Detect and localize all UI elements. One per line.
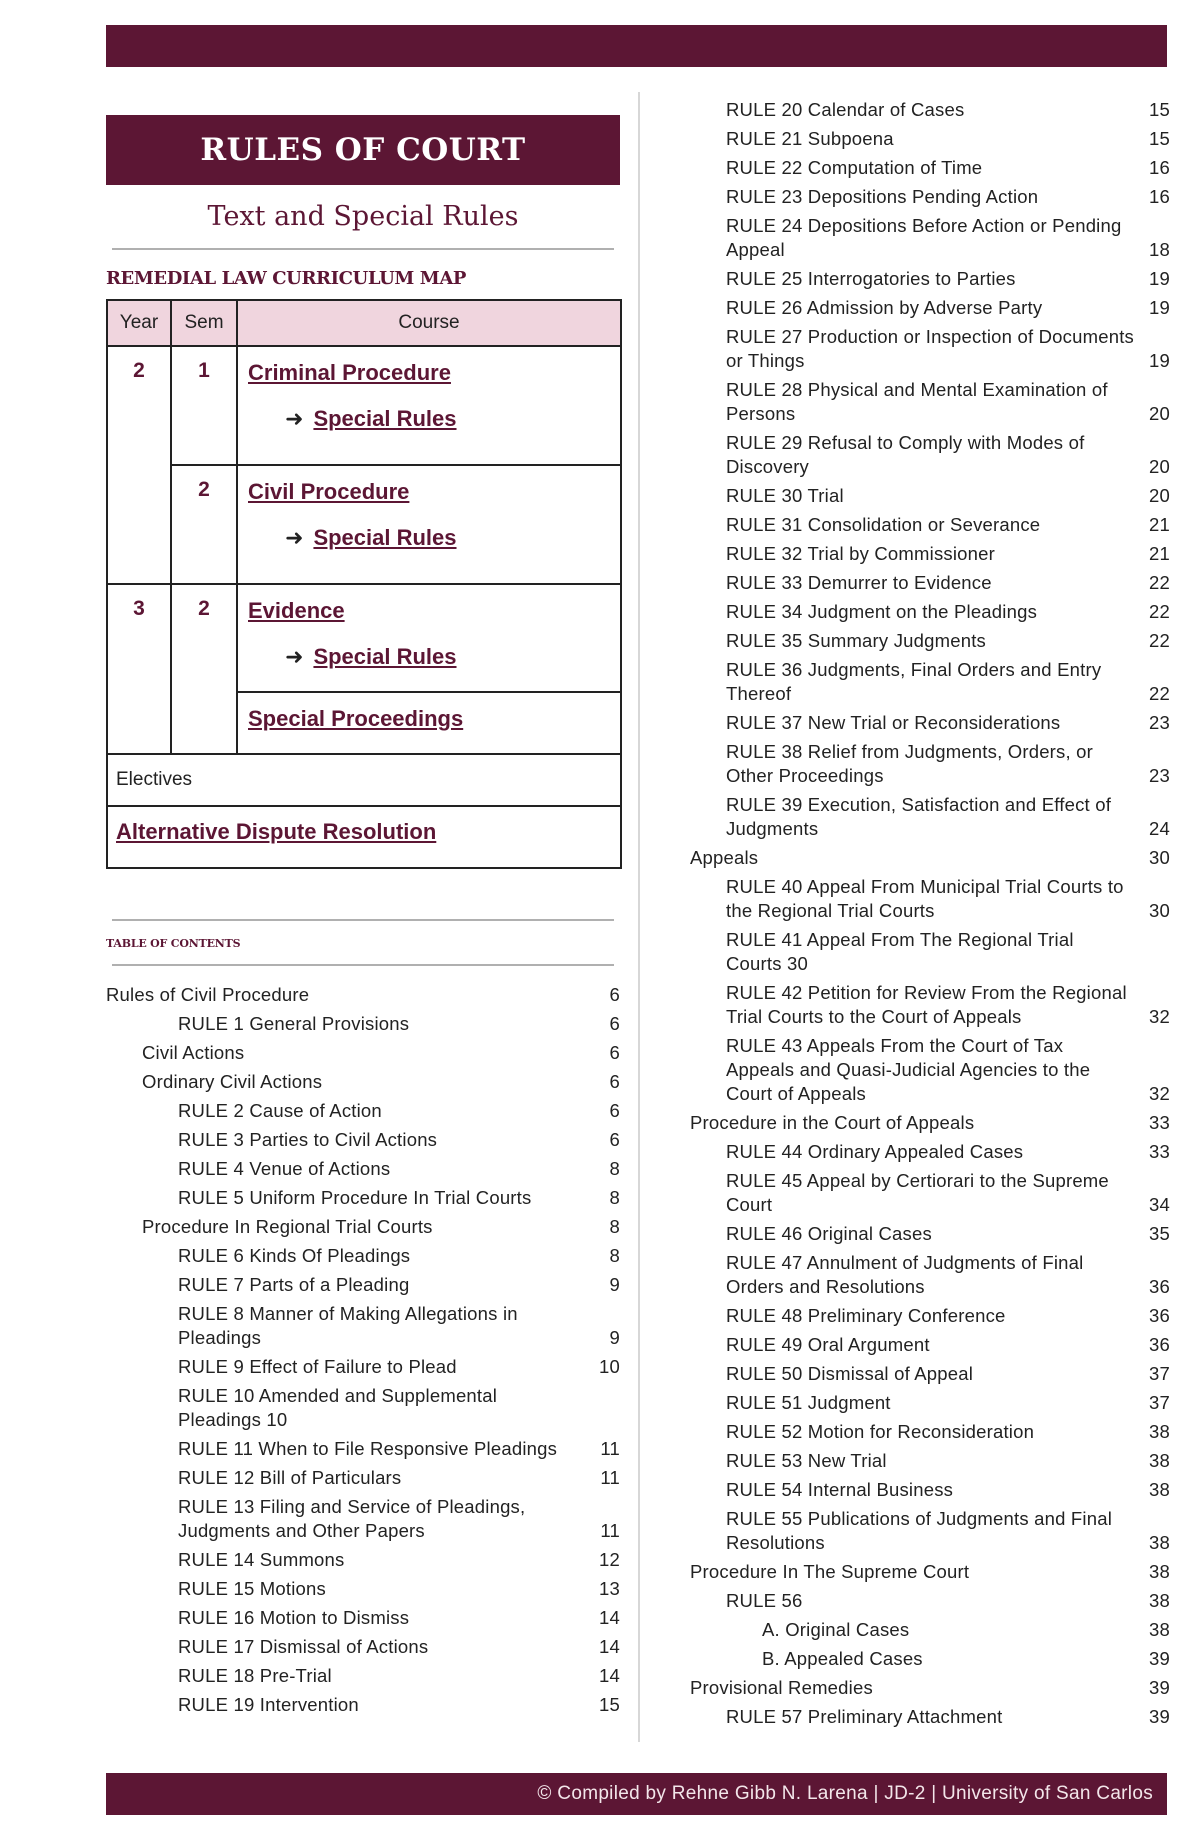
toc-entry-title: RULE 6 Kinds Of Pleadings [178, 1245, 411, 1266]
link-evidence-special-rules[interactable] [239, 624, 619, 690]
toc-entry-page: 14 [599, 1636, 620, 1657]
toc-entry[interactable] [690, 1304, 1170, 1328]
toc-entry[interactable] [106, 1041, 620, 1065]
toc-entry-page: 6 [609, 1071, 620, 1092]
toc-entry[interactable] [690, 542, 1170, 566]
toc-entry[interactable] [690, 378, 1170, 426]
toc-entry-page: 33 [1149, 1112, 1170, 1133]
footer-credit: © Compiled by Rehne Gibb N. Larena | JD-2 | University of San Carlos [537, 1783, 1153, 1804]
toc-entry-title: A. Original Cases [762, 1619, 910, 1640]
toc-entry[interactable] [690, 1589, 1170, 1613]
toc-entry-title: RULE 13 Filing and Service of Pleadings, Judgments and Other Papers [178, 1496, 526, 1541]
course-cell [237, 692, 621, 754]
toc-entry-title: RULE 39 Execution, Satisfaction and Effect of Judgments [726, 794, 1112, 839]
adr-cell [107, 806, 621, 868]
toc-entry-title: RULE 1 General Provisions [178, 1013, 410, 1034]
toc-entry[interactable] [690, 98, 1170, 122]
toc-entry-page: 8 [609, 1245, 620, 1266]
toc-entry-page: 8 [609, 1158, 620, 1179]
footer-banner [106, 1773, 1167, 1815]
toc-entry[interactable] [690, 1647, 1170, 1671]
toc-entry-page: 30 [1149, 900, 1170, 921]
toc-entry[interactable] [106, 1466, 620, 1490]
toc-entry-title: RULE 12 Bill of Particulars [178, 1467, 402, 1488]
divider [112, 248, 614, 250]
toc-entry-title: RULE 46 Original Cases [726, 1223, 932, 1244]
toc-entry-page: 23 [1149, 712, 1170, 733]
toc-entry-title: RULE 4 Venue of Actions [178, 1158, 391, 1179]
toc-entry-title: RULE 22 Computation of Time [726, 157, 983, 178]
toc-entry-title: RULE 23 Depositions Pending Action [726, 186, 1039, 207]
toc-entry-title: RULE 52 Motion for Reconsideration [726, 1421, 1035, 1442]
column-header-sem: Sem [171, 300, 237, 346]
course-cell [237, 465, 621, 584]
toc-entry[interactable] [106, 1186, 620, 1210]
year-cell: 2 [107, 346, 171, 584]
toc-entry[interactable] [106, 1548, 620, 1572]
toc-entry[interactable] [106, 1635, 620, 1659]
toc-entry[interactable] [690, 513, 1170, 537]
toc-entry-page: 11 [600, 1467, 620, 1488]
toc-entry-page: 21 [1149, 543, 1170, 564]
toc-entry-page: 9 [609, 1274, 620, 1295]
toc-entry-title: RULE 31 Consolidation or Severance [726, 514, 1041, 535]
toc-entry-page: 39 [1149, 1706, 1170, 1727]
toc-entry[interactable] [106, 1355, 620, 1379]
toc-entry[interactable] [690, 740, 1170, 788]
toc-entry[interactable] [690, 658, 1170, 706]
toc-entry-title: RULE 9 Effect of Failure to Plead [178, 1356, 457, 1377]
toc-entry[interactable] [106, 1384, 620, 1432]
toc-entry[interactable] [690, 484, 1170, 508]
toc-entry[interactable] [690, 1222, 1170, 1246]
link-criminal-special-rules[interactable] [239, 386, 619, 452]
divider [112, 964, 614, 966]
toc-entry-page: 14 [599, 1665, 620, 1686]
toc-entry[interactable] [690, 875, 1170, 923]
toc-entry-page: 39 [1149, 1648, 1170, 1669]
toc-entry[interactable] [690, 431, 1170, 479]
toc-entry-page: 10 [599, 1356, 620, 1377]
toc-entry-title: Provisional Remedies [690, 1677, 873, 1698]
toc-entry-page: 11 [600, 1520, 620, 1541]
toc-entry-page: 15 [1149, 128, 1170, 149]
toc-heading: TABLE OF CONTENTS [106, 937, 241, 950]
toc-entry-title: RULE 36 Judgments, Final Orders and Entry Thereof [726, 659, 1102, 704]
toc-entry-title: RULE 28 Physical and Mental Examination of Persons [726, 379, 1108, 424]
toc-entry[interactable] [690, 928, 1170, 976]
toc-entry[interactable] [690, 1449, 1170, 1473]
toc-entry-title: RULE 54 Internal Business [726, 1479, 954, 1500]
toc-entry-page: 20 [1149, 485, 1170, 506]
toc-entry[interactable] [690, 1034, 1170, 1106]
toc-entry-page: 13 [599, 1578, 620, 1599]
toc-entry-title: Civil Actions [142, 1042, 245, 1063]
link-special-proceedings[interactable]: Special Proceedings [248, 706, 464, 731]
toc-entry[interactable] [690, 1140, 1170, 1164]
link-label: Special Rules [313, 406, 457, 431]
toc-entry-page: 12 [599, 1549, 620, 1570]
toc-entry-page: 22 [1149, 572, 1170, 593]
curriculum-table [106, 299, 622, 869]
toc-entry-title: RULE 45 Appeal by Certiorari to the Supreme Court [726, 1170, 1109, 1215]
curriculum-heading: REMEDIAL LAW CURRICULUM MAP [106, 268, 467, 289]
toc-right-list [690, 98, 1170, 1734]
toc-entry[interactable] [690, 296, 1170, 320]
toc-entry[interactable] [690, 1478, 1170, 1502]
toc-entry-title: B. Appealed Cases [762, 1648, 923, 1669]
toc-entry-title: Ordinary Civil Actions [142, 1071, 323, 1092]
toc-entry-title: RULE 3 Parties to Civil Actions [178, 1129, 438, 1150]
toc-entry-page: 22 [1149, 601, 1170, 622]
toc-entry-page: 36 [1149, 1276, 1170, 1297]
toc-entry-title: Rules of Civil Procedure [106, 984, 310, 1005]
toc-entry-title: RULE 43 Appeals From the Court of Tax Appeals and Quasi-Judicial Agencies to the Court of Appeals [726, 1035, 1091, 1104]
toc-entry-title: RULE 27 Production or Inspection of Documents or Things [726, 326, 1134, 371]
toc-entry-page: 18 [1149, 239, 1170, 260]
toc-entry-title: RULE 48 Preliminary Conference [726, 1305, 1006, 1326]
toc-entry-page: 38 [1149, 1479, 1170, 1500]
electives-label: Electives [107, 754, 621, 806]
toc-entry-page: 35 [1149, 1223, 1170, 1244]
toc-entry-title: RULE 8 Manner of Making Allegations in Pleadings [178, 1303, 518, 1348]
toc-entry-page: 37 [1149, 1363, 1170, 1384]
toc-entry[interactable] [106, 1215, 620, 1239]
toc-entry[interactable] [106, 1128, 620, 1152]
toc-entry[interactable] [690, 185, 1170, 209]
toc-entry[interactable] [690, 1111, 1170, 1135]
toc-entry[interactable] [690, 1618, 1170, 1642]
toc-entry-title: RULE 41 Appeal From The Regional Trial Courts 30 [726, 929, 1074, 974]
toc-entry-page: 32 [1149, 1083, 1170, 1104]
toc-entry[interactable] [690, 1420, 1170, 1444]
toc-entry-title: RULE 10 Amended and Supplemental Pleadings 10 [178, 1385, 498, 1430]
link-civil-special-rules[interactable] [239, 505, 619, 571]
toc-entry-title: RULE 40 Appeal From Municipal Trial Courts to the Regional Trial Courts [726, 876, 1124, 921]
toc-entry-title: RULE 18 Pre-Trial [178, 1665, 332, 1686]
toc-entry[interactable] [106, 1664, 620, 1688]
toc-entry-title: RULE 19 Intervention [178, 1694, 359, 1715]
toc-entry-title: Procedure in the Court of Appeals [690, 1112, 975, 1133]
link-label: Special Rules [313, 525, 457, 550]
sem-cell: 2 [171, 465, 237, 584]
toc-entry-title: RULE 35 Summary Judgments [726, 630, 986, 651]
toc-entry-page: 16 [1149, 157, 1170, 178]
toc-entry-title: RULE 38 Relief from Judgments, Orders, or Other Proceedings [726, 741, 1094, 786]
toc-entry-page: 32 [1149, 1006, 1170, 1027]
toc-entry-page: 38 [1149, 1450, 1170, 1471]
toc-entry[interactable] [690, 1676, 1170, 1700]
toc-entry-title: RULE 42 Petition for Review From the Regional Trial Courts to the Court of Appeals [726, 982, 1127, 1027]
toc-entry-page: 34 [1149, 1194, 1170, 1215]
toc-entry-title: RULE 11 When to File Responsive Pleadings [178, 1438, 558, 1459]
toc-entry-title: RULE 53 New Trial [726, 1450, 887, 1471]
toc-entry-page: 15 [599, 1694, 620, 1715]
toc-entry[interactable] [690, 127, 1170, 151]
column-divider [638, 92, 640, 1742]
toc-entry[interactable] [106, 1273, 620, 1297]
link-civil-procedure[interactable]: Civil Procedure [248, 479, 410, 504]
toc-entry-page: 6 [609, 1100, 620, 1121]
toc-entry-title: RULE 25 Interrogatories to Parties [726, 268, 1016, 289]
toc-entry[interactable] [690, 325, 1170, 373]
course-cell [237, 584, 621, 692]
toc-entry[interactable] [690, 1251, 1170, 1299]
toc-entry-page: 14 [599, 1607, 620, 1628]
table-row [107, 806, 621, 868]
toc-entry-title: RULE 7 Parts of a Pleading [178, 1274, 410, 1295]
toc-entry-title: RULE 34 Judgment on the Pleadings [726, 601, 1038, 622]
toc-entry-page: 6 [609, 1013, 620, 1034]
year-cell: 3 [107, 584, 171, 754]
table-row [107, 465, 621, 584]
toc-entry-title: RULE 56 [726, 1590, 803, 1611]
toc-entry[interactable] [690, 571, 1170, 595]
toc-entry-page: 38 [1149, 1619, 1170, 1640]
toc-entry-title: Appeals [690, 847, 759, 868]
arrow-right-icon: ➜ [285, 406, 304, 431]
left-column [106, 115, 620, 966]
toc-entry[interactable] [690, 1507, 1170, 1555]
page-subtitle: Text and Special Rules [207, 201, 519, 232]
toc-entry[interactable] [690, 711, 1170, 735]
toc-entry[interactable] [106, 1070, 620, 1094]
toc-entry-title: RULE 17 Dismissal of Actions [178, 1636, 429, 1657]
toc-entry[interactable] [690, 1362, 1170, 1386]
top-banner [106, 25, 1167, 67]
toc-entry[interactable] [690, 1391, 1170, 1415]
toc-entry-page: 20 [1149, 403, 1170, 424]
toc-entry[interactable] [106, 1606, 620, 1630]
toc-entry-page: 38 [1149, 1590, 1170, 1611]
column-header-year: Year [107, 300, 171, 346]
sem-cell: 1 [171, 346, 237, 465]
toc-entry-title: RULE 24 Depositions Before Action or Pending Appeal [726, 215, 1122, 260]
toc-entry-page: 6 [609, 1042, 620, 1063]
toc-entry[interactable] [106, 1693, 620, 1717]
course-cell [237, 346, 621, 465]
toc-entry-title: RULE 16 Motion to Dismiss [178, 1607, 410, 1628]
toc-entry-title: RULE 32 Trial by Commissioner [726, 543, 995, 564]
toc-entry[interactable] [690, 600, 1170, 624]
toc-entry-title: RULE 37 New Trial or Reconsiderations [726, 712, 1061, 733]
divider [112, 919, 614, 921]
toc-entry-page: 23 [1149, 765, 1170, 786]
link-criminal-procedure[interactable]: Criminal Procedure [248, 360, 451, 385]
toc-entry-page: 24 [1149, 818, 1170, 839]
table-row [107, 346, 621, 465]
toc-entry[interactable] [690, 846, 1170, 870]
toc-entry-page: 30 [1149, 847, 1170, 868]
toc-entry[interactable] [106, 1012, 620, 1036]
toc-entry-page: 38 [1149, 1561, 1170, 1582]
toc-entry-page: 33 [1149, 1141, 1170, 1162]
toc-entry[interactable] [106, 1577, 620, 1601]
toc-entry-title: RULE 44 Ordinary Appealed Cases [726, 1141, 1024, 1162]
toc-entry-title: RULE 57 Preliminary Attachment [726, 1706, 1003, 1727]
table-row [107, 754, 621, 806]
link-alternative-dispute-resolution[interactable]: Alternative Dispute Resolution [116, 819, 437, 844]
toc-entry-title: RULE 30 Trial [726, 485, 844, 506]
toc-entry[interactable] [106, 1495, 620, 1543]
arrow-right-icon: ➜ [285, 525, 304, 550]
toc-entry-page: 9 [609, 1327, 620, 1348]
toc-entry-page: 19 [1149, 350, 1170, 371]
toc-entry[interactable] [106, 1244, 620, 1268]
toc-entry-title: RULE 51 Judgment [726, 1392, 891, 1413]
toc-entry-title: RULE 14 Summons [178, 1549, 345, 1570]
toc-entry[interactable] [106, 1099, 620, 1123]
page-title: RULES OF COURT [200, 132, 526, 168]
toc-entry-page: 39 [1149, 1677, 1170, 1698]
toc-entry-page: 22 [1149, 683, 1170, 704]
toc-entry-page: 20 [1149, 456, 1170, 477]
toc-entry-title: Procedure In Regional Trial Courts [142, 1216, 433, 1237]
toc-entry-page: 15 [1149, 99, 1170, 120]
toc-entry-title: RULE 49 Oral Argument [726, 1334, 930, 1355]
table-header-row [107, 300, 621, 346]
toc-entry-page: 6 [609, 984, 620, 1005]
toc-entry[interactable] [690, 156, 1170, 180]
link-label: Special Rules [313, 644, 457, 669]
toc-entry-page: 11 [600, 1438, 620, 1459]
sem-cell: 2 [171, 584, 237, 754]
toc-entry-page: 6 [609, 1129, 620, 1150]
toc-entry-title: RULE 55 Publications of Judgments and Final Resolutions [726, 1508, 1113, 1553]
toc-entry-title: RULE 2 Cause of Action [178, 1100, 382, 1121]
toc-entry[interactable] [106, 1437, 620, 1461]
table-row [107, 584, 621, 692]
toc-entry-page: 8 [609, 1187, 620, 1208]
toc-left-list [106, 983, 620, 1722]
toc-entry[interactable] [690, 793, 1170, 841]
column-header-course: Course [237, 300, 621, 346]
arrow-right-icon: ➜ [285, 644, 304, 669]
toc-entry-page: 21 [1149, 514, 1170, 535]
toc-entry-page: 36 [1149, 1305, 1170, 1326]
toc-entry[interactable] [106, 1302, 620, 1350]
toc-entry-title: RULE 47 Annulment of Judgments of Final Orders and Resolutions [726, 1252, 1084, 1297]
toc-entry-title: RULE 29 Refusal to Comply with Modes of Discovery [726, 432, 1085, 477]
toc-entry-page: 36 [1149, 1334, 1170, 1355]
toc-entry-page: 37 [1149, 1392, 1170, 1413]
toc-entry-page: 16 [1149, 186, 1170, 207]
title-banner [106, 115, 620, 185]
toc-entry-title: RULE 50 Dismissal of Appeal [726, 1363, 974, 1384]
toc-entry[interactable] [690, 1705, 1170, 1729]
toc-entry[interactable] [690, 1333, 1170, 1357]
toc-entry-title: RULE 5 Uniform Procedure In Trial Courts [178, 1187, 532, 1208]
toc-entry[interactable] [690, 629, 1170, 653]
toc-entry-page: 38 [1149, 1532, 1170, 1553]
toc-entry-page: 19 [1149, 297, 1170, 318]
toc-entry-page: 19 [1149, 268, 1170, 289]
toc-entry[interactable] [690, 214, 1170, 262]
toc-entry-title: RULE 15 Motions [178, 1578, 326, 1599]
toc-entry[interactable] [690, 1169, 1170, 1217]
toc-entry[interactable] [690, 1560, 1170, 1584]
toc-entry-title: RULE 26 Admission by Adverse Party [726, 297, 1043, 318]
toc-entry-title: Procedure In The Supreme Court [690, 1561, 970, 1582]
link-evidence[interactable]: Evidence [248, 598, 345, 623]
toc-entry[interactable] [690, 981, 1170, 1029]
toc-entry-page: 38 [1149, 1421, 1170, 1442]
toc-entry-title: RULE 33 Demurrer to Evidence [726, 572, 992, 593]
toc-entry-page: 22 [1149, 630, 1170, 651]
toc-entry[interactable] [106, 1157, 620, 1181]
toc-entry-title: RULE 21 Subpoena [726, 128, 894, 149]
toc-entry-page: 8 [609, 1216, 620, 1237]
toc-entry-title: RULE 20 Calendar of Cases [726, 99, 965, 120]
toc-entry[interactable] [106, 983, 620, 1007]
toc-entry[interactable] [690, 267, 1170, 291]
